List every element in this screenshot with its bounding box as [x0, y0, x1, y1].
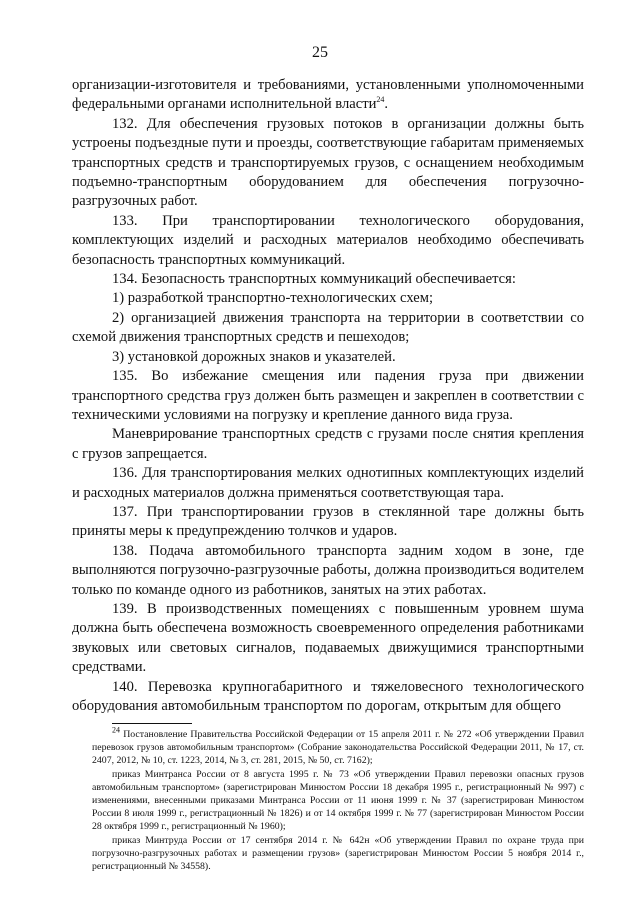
paragraph-139: 139. В производственных помещениях с повышенным уровнем шума должна быть обеспечена возможность своевременного определения работниками звуковых или световых сигналов, подаваемых движущимися транспортными средствами.: [72, 600, 584, 676]
paragraph-136: 136. Для транспортирования мелких однотипных комплектующих изделий и расходных материалов должна применяться соответствующая тара.: [72, 465, 584, 501]
paragraph-134-item-3: 3) установкой дорожных знаков и указателей.: [112, 348, 396, 365]
footnote-reference: 24: [376, 95, 385, 105]
paragraph-140: 140. Перевозка крупногабаритного и тяжеловесного технологического оборудования автомобильным транспортом по дорогам, открытым для общего: [72, 678, 584, 714]
paragraph-134: 134. Безопасность транспортных коммуникаций обеспечивается:: [112, 271, 516, 288]
footnote-text-1: Постановление Правительства Российской Федерации от 15 апреля 2011 г. № 272 «Об утверждении Правил перевозок грузов автомобильным транспортом» (Собрание законодательства Российской Федерации 2011, № 17, ст. 2407, 2012, № 10, ст. 1223, 2014, № 3, ст. 281, 2015, № 50, ст. 7162);: [92, 729, 584, 767]
paragraph-135-continued: Маневрирование транспортных средств с грузами после снятия крепления с грузов запрещается.: [72, 426, 584, 462]
footnote-divider: [112, 723, 192, 724]
paragraph-continuation: [72, 76, 584, 115]
footnote-marker: 24: [112, 725, 120, 735]
paragraph-132: 132. Для обеспечения грузовых потоков в организации должны быть устроены подъездные пути и проезды, соответствующие габаритам применяемых транспортных средств и транспортируемых грузов, с оснащением необходимым подъемно-транспортным оборудованием для обеспечения погрузочно-разгрузочных работ.: [72, 115, 584, 210]
paragraph-135: 135. Во избежание смещения или падения груза при движении транспортного средства груз должен быть размещен и закреплен в соответствии с техническими условиями на погрузку и крепление данного вида груза.: [72, 368, 584, 423]
paragraph-134-item-1: 1) разработкой транспортно-технологических схем;: [112, 290, 434, 307]
paragraph-138: 138. Подача автомобильного транспорта задним ходом в зоне, где выполняются погрузочно-разгрузочные работы, должна производиться водителем только по команде одного из работников, занятых на этих работах.: [72, 542, 584, 598]
paragraph-137: 137. При транспортировании грузов в стеклянной таре должны быть приняты меры к предупреждению толчков и ударов.: [72, 503, 584, 540]
paragraph-133: 133. При транспортировании технологического оборудования, комплектующих изделий и расходных материалов необходимо обеспечивать безопасность транспортных коммуникаций.: [72, 212, 584, 268]
footnote-24: [92, 725, 584, 768]
document-body: [72, 76, 584, 716]
footnotes: [92, 725, 584, 873]
paragraph-134-item-2: 2) организацией движения транспорта на территории в соответствии со схемой движения транспортных средств и пешеходов;: [72, 309, 584, 346]
paragraph-continuation-end: .: [384, 96, 389, 113]
footnote-text-2: приказ Минтранса России от 8 августа 1995 г. № 73 «Об утверждении Правил перевозки опасных грузов автомобильным транспортом» (зарегистрирован Минюстом России 18 декабря 1995 г., регистрационный № 997) с изменениями, внесенными приказами Минтранса России от 11 июня 1999 г. № 37 (зарегистрирован Минюстом России 8 июля 1999 г., регистрационный № 1826) и от 14 октября 1999 г. № 77 (зарегистрирован Минюстом России 28 октября 1999 г., регистрационный № 1960);: [92, 768, 584, 833]
page-number: 25: [312, 44, 328, 61]
paragraph-continuation-text: организации-изготовителя и требованиями, установленными уполномоченными федеральными органами исполнительной власти: [72, 77, 584, 113]
footnote-text-3: приказ Минтруда России от 17 сентября 2014 г. № 642н «Об утверждении Правил по охране труда при погрузочно-разгрузочных работах и размещении грузов» (зарегистрирован Минюстом России 5 ноября 2014 г., регистрационный № 34558).: [92, 834, 584, 873]
